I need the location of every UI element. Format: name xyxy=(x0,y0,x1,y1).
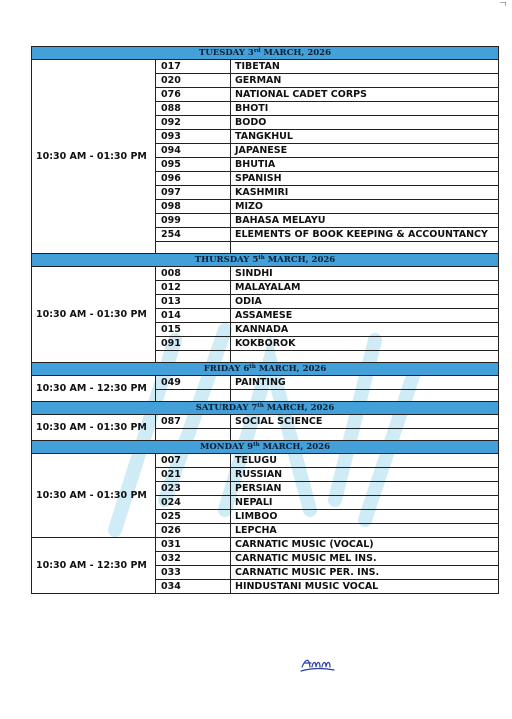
table-row xyxy=(32,267,499,281)
subject-code-cell: 092 xyxy=(156,116,231,130)
exam-time-cell: 10:30 AM - 12:30 PM xyxy=(32,376,156,402)
date-ordinal: th xyxy=(258,255,265,261)
blank-cell xyxy=(231,351,499,363)
subject-name-cell: LIMBOO xyxy=(231,510,499,524)
date-day: FRIDAY 6 xyxy=(203,364,250,374)
subject-code-cell: 020 xyxy=(156,74,231,88)
subject-code-cell: 023 xyxy=(156,482,231,496)
subject-name-cell: ELEMENTS OF BOOK KEEPING & ACCOUNTANCY xyxy=(231,228,499,242)
subject-name-cell: CARNATIC MUSIC MEL INS. xyxy=(231,552,499,566)
date-day: SATURDAY 7 xyxy=(195,403,258,413)
subject-code-cell: 076 xyxy=(156,88,231,102)
date-ordinal: rd xyxy=(253,48,261,54)
subject-name-cell: BODO xyxy=(231,116,499,130)
subject-name-cell: BHOTI xyxy=(231,102,499,116)
subject-name-cell: TIBETAN xyxy=(231,60,499,74)
date-ordinal: th xyxy=(253,442,260,448)
subject-name-cell: RUSSIAN xyxy=(231,468,499,482)
subject-name-cell: JAPANESE xyxy=(231,144,499,158)
table-row xyxy=(32,376,499,390)
blank-cell xyxy=(156,242,231,254)
subject-code-cell: 014 xyxy=(156,309,231,323)
subject-code-cell: 087 xyxy=(156,415,231,429)
blank-cell xyxy=(156,390,231,402)
date-day: TUESDAY 3 xyxy=(199,48,254,58)
date-header-row xyxy=(32,47,499,60)
subject-code-cell: 024 xyxy=(156,496,231,510)
subject-code-cell: 013 xyxy=(156,295,231,309)
subject-name-cell: LEPCHA xyxy=(231,524,499,538)
subject-code-cell: 031 xyxy=(156,538,231,552)
date-header xyxy=(32,441,499,454)
subject-code-cell: 021 xyxy=(156,468,231,482)
date-ordinal: th xyxy=(257,403,264,409)
date-header xyxy=(32,402,499,415)
table-row xyxy=(32,538,499,552)
blank-cell xyxy=(156,429,231,441)
subject-code-cell: 033 xyxy=(156,566,231,580)
subject-code-cell: 007 xyxy=(156,454,231,468)
subject-name-cell: KANNADA xyxy=(231,323,499,337)
subject-name-cell: SPANISH xyxy=(231,172,499,186)
subject-code-cell: 088 xyxy=(156,102,231,116)
subject-name-cell: MALAYALAM xyxy=(231,281,499,295)
subject-name-cell: NEPALI xyxy=(231,496,499,510)
blank-cell xyxy=(231,390,499,402)
subject-name-cell: TANGKHUL xyxy=(231,130,499,144)
date-header-row xyxy=(32,441,499,454)
blank-cell xyxy=(231,242,499,254)
exam-time-cell: 10:30 AM - 01:30 PM xyxy=(32,415,156,441)
subject-name-cell: KOKBOROK xyxy=(231,337,499,351)
subject-code-cell: 091 xyxy=(156,337,231,351)
date-ordinal: th xyxy=(249,364,256,370)
subject-code-cell: 034 xyxy=(156,580,231,594)
date-header xyxy=(32,47,499,60)
date-month-year: MARCH, 2026 xyxy=(260,48,331,58)
subject-code-cell: 049 xyxy=(156,376,231,390)
subject-name-cell: MIZO xyxy=(231,200,499,214)
subject-name-cell: CARNATIC MUSIC (VOCAL) xyxy=(231,538,499,552)
subject-name-cell: PERSIAN xyxy=(231,482,499,496)
subject-name-cell: CARNATIC MUSIC PER. INS. xyxy=(231,566,499,580)
subject-code-cell: 093 xyxy=(156,130,231,144)
subject-code-cell: 254 xyxy=(156,228,231,242)
subject-code-cell: 032 xyxy=(156,552,231,566)
table-row xyxy=(32,415,499,429)
date-month-year: MARCH, 2026 xyxy=(255,364,327,374)
subject-code-cell: 096 xyxy=(156,172,231,186)
subject-code-cell: 025 xyxy=(156,510,231,524)
exam-date-sheet xyxy=(31,46,498,594)
subject-name-cell: ODIA xyxy=(231,295,499,309)
date-month-year: MARCH, 2026 xyxy=(259,442,331,452)
subject-name-cell: BHUTIA xyxy=(231,158,499,172)
signature-icon xyxy=(298,656,338,674)
exam-time-cell: 10:30 AM - 12:30 PM xyxy=(32,538,156,594)
subject-name-cell: NATIONAL CADET CORPS xyxy=(231,88,499,102)
exam-time-cell: 10:30 AM - 01:30 PM xyxy=(32,267,156,363)
subject-name-cell: KASHMIRI xyxy=(231,186,499,200)
subject-code-cell: 015 xyxy=(156,323,231,337)
subject-name-cell: HINDUSTANI MUSIC VOCAL xyxy=(231,580,499,594)
exam-time-cell: 10:30 AM - 01:30 PM xyxy=(32,60,156,254)
subject-name-cell: ASSAMESE xyxy=(231,309,499,323)
table-row xyxy=(32,454,499,468)
subject-code-cell: 026 xyxy=(156,524,231,538)
exam-schedule-table xyxy=(31,46,499,594)
date-month-year: MARCH, 2026 xyxy=(263,403,335,413)
subject-name-cell: TELUGU xyxy=(231,454,499,468)
subject-code-cell: 008 xyxy=(156,267,231,281)
date-month-year: MARCH, 2026 xyxy=(264,255,336,265)
date-day: MONDAY 9 xyxy=(199,442,254,452)
date-header-row xyxy=(32,363,499,376)
subject-name-cell: PAINTING xyxy=(231,376,499,390)
blank-cell xyxy=(231,429,499,441)
subject-code-cell: 098 xyxy=(156,200,231,214)
date-day: THURSDAY 5 xyxy=(194,255,259,265)
table-row xyxy=(32,60,499,74)
subject-name-cell: SINDHI xyxy=(231,267,499,281)
subject-name-cell: GERMAN xyxy=(231,74,499,88)
date-header xyxy=(32,363,499,376)
subject-code-cell: 095 xyxy=(156,158,231,172)
subject-name-cell: SOCIAL SCIENCE xyxy=(231,415,499,429)
subject-code-cell: 097 xyxy=(156,186,231,200)
subject-code-cell: 017 xyxy=(156,60,231,74)
blank-cell xyxy=(156,351,231,363)
date-header-row xyxy=(32,254,499,267)
subject-code-cell: 099 xyxy=(156,214,231,228)
subject-code-cell: 012 xyxy=(156,281,231,295)
date-header-row xyxy=(32,402,499,415)
subject-code-cell: 094 xyxy=(156,144,231,158)
date-header xyxy=(32,254,499,267)
exam-time-cell: 10:30 AM - 01:30 PM xyxy=(32,454,156,538)
corner-mark-icon xyxy=(500,2,506,6)
subject-name-cell: BAHASA MELAYU xyxy=(231,214,499,228)
